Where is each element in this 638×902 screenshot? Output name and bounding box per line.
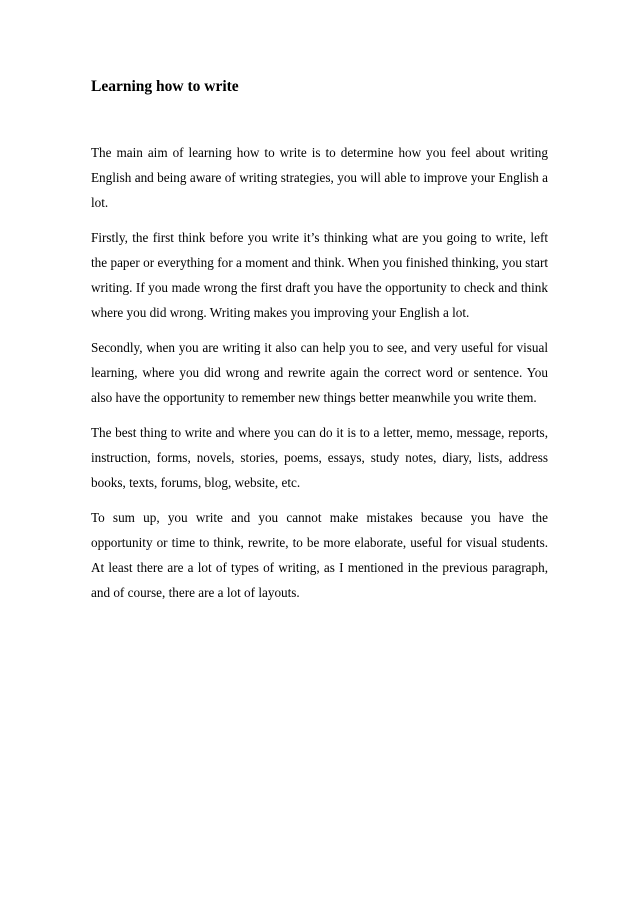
document-title: Learning how to write <box>91 78 239 95</box>
paragraph-secondly: Secondly, when you are writing it also can help you to see, and very useful for visual learning, where you did wrong and rewrite again the correct word or sentence. You also have the opportunity to remember new things better meanwhile you write them. <box>91 340 548 405</box>
paragraph-intro: The main aim of learning how to write is to determine how you feel about writing English and being aware of writing strategies, you will able to improve your English a lot. <box>91 145 548 210</box>
paragraph-firstly: Firstly, the first think before you write it’s thinking what are you going to write, left the paper or everything for a moment and think. When you finished thinking, you start writing. If you made wrong the first draft you have the opportunity to check and think where you did wrong. Writing makes you improving your English a lot. <box>91 230 548 320</box>
paragraph-conclusion: To sum up, you write and you cannot make mistakes because you have the opportunity or time to think, rewrite, to be more elaborate, useful for visual students. At least there are a lot of types of writing, as I mentioned in the previous paragraph, and of course, there are a lot of layouts. <box>91 510 548 600</box>
document-body <box>91 140 548 615</box>
paragraph-best-thing: The best thing to write and where you can do it is to a letter, memo, message, reports, instruction, forms, novels, stories, poems, essays, study notes, diary, lists, address books, texts, forums, blog, website, etc. <box>91 425 548 490</box>
